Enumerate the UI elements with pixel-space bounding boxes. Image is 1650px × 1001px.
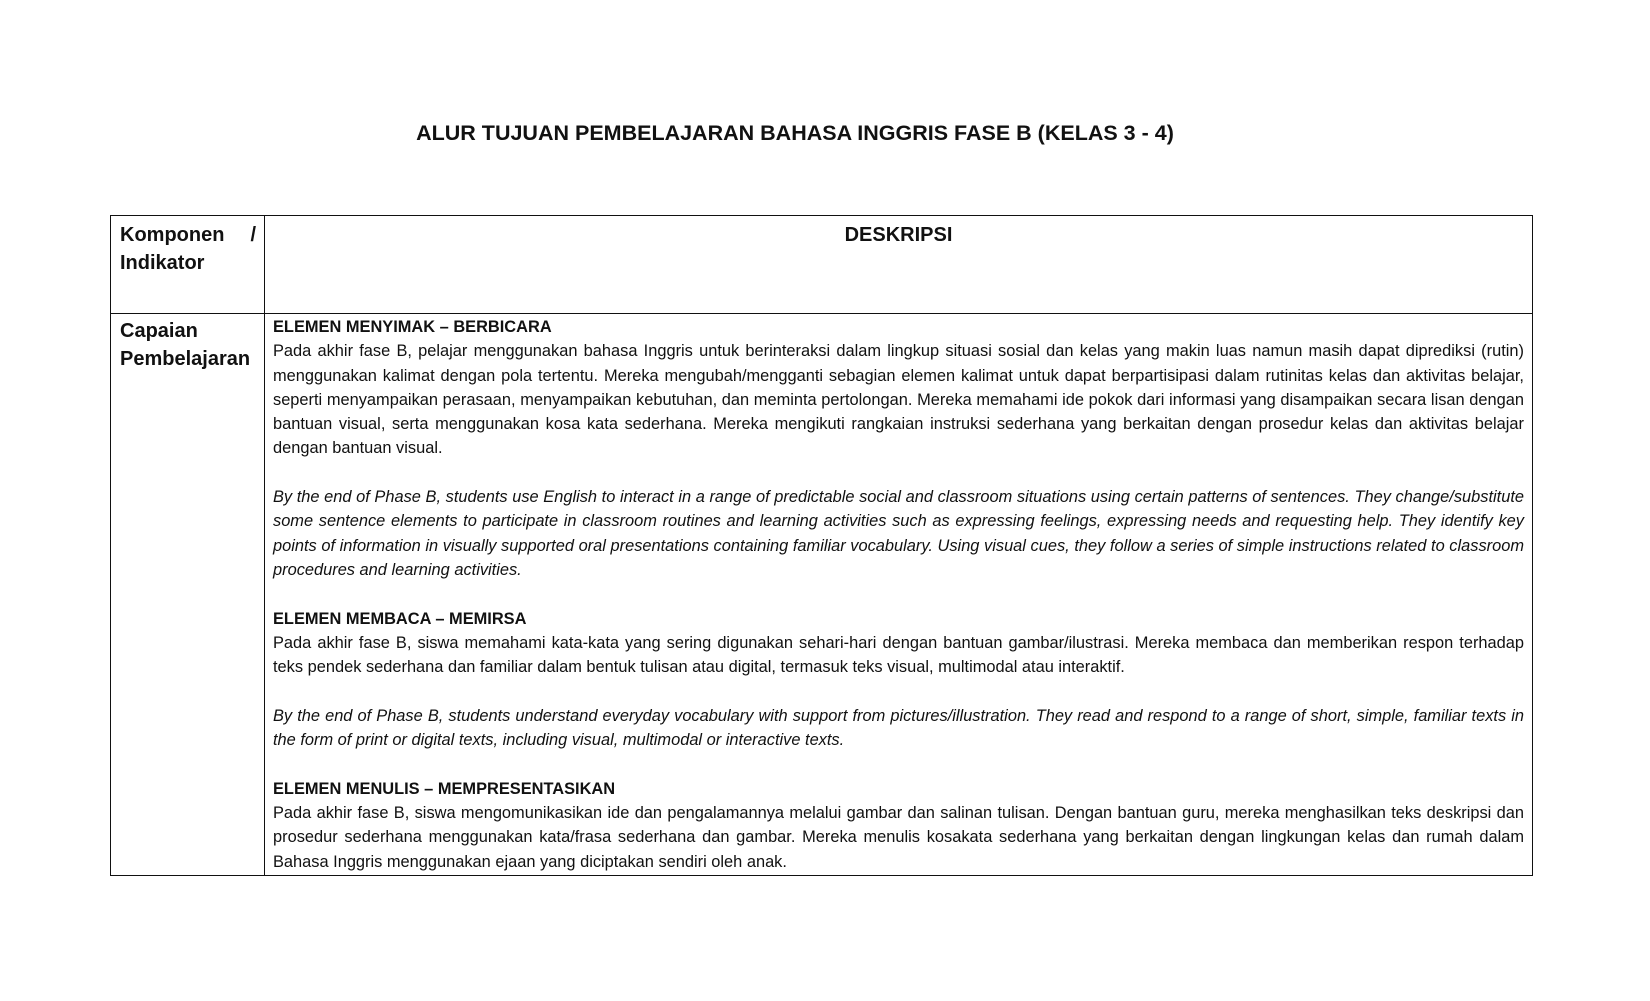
section-heading-membaca: ELEMEN MEMBACA – MEMIRSA <box>273 609 527 628</box>
section-text-menyimak-en: By the end of Phase B, students use English to interact in a range of predictable social and classroom situations using certain patterns of sentences. They change/substitute some sentence elements to participate in classroom routines and learning activities such as expressing feelings, expressing needs and requesting help. They identify key points of information in visually supported oral presentations containing familiar vocabulary. Using visual cues, they follow a series of simple instructions related to classroom procedures and learning activities. <box>273 488 1524 579</box>
row-label-line1: Capaian <box>120 320 198 342</box>
row-label-line2: Pembelajaran <box>120 348 251 370</box>
header-komponen-label: Komponen <box>120 224 225 246</box>
section-text-membaca-en: By the end of Phase B, students understand everyday vocabulary with support from pictures/illustration. They read and respond to a range of short, simple, familiar texts in the form of print or digital texts, including visual, multimodal or interactive texts. <box>273 706 1524 750</box>
header-komponen-indikator <box>111 216 265 314</box>
section-text-membaca-id: Pada akhir fase B, siswa memahami kata-kata yang sering digunakan sehari-hari dengan bantuan gambar/ilustrasi. Mereka membaca dan memberikan respon terhadap teks pendek sederhana dan familiar dalam bentuk tulisan atau digital, termasuk teks visual, multimodal atau interaktif. <box>273 633 1524 677</box>
row-label-capaian-pembelajaran <box>111 314 265 876</box>
row-description <box>265 314 1533 876</box>
header-slash: / <box>250 224 256 246</box>
section-text-menulis-id: Pada akhir fase B, siswa mengomunikasikan ide dan pengalamannya melalui gambar dan salinan tulisan. Dengan bantuan guru, mereka menghasilkan teks deskripsi dan prosedur sederhana menggunakan kata/frasa sederhana dan gambar. Mereka menulis kosakata sederhana yang berkaitan dengan lingkungan kelas dan rumah dalam Bahasa Inggris menggunakan ejaan yang diciptakan sendiri oleh anak. <box>273 803 1524 871</box>
section-heading-menyimak: ELEMEN MENYIMAK – BERBICARA <box>273 318 552 336</box>
table-header-row <box>111 216 1533 314</box>
section-heading-menulis: ELEMEN MENULIS – MEMPRESENTASIKAN <box>273 779 616 798</box>
header-indikator-label: Indikator <box>120 252 205 274</box>
document-title: ALUR TUJUAN PEMBELAJARAN BAHASA INGGRIS FASE B (KELAS 3 - 4) <box>416 121 1174 145</box>
alur-table <box>110 215 1533 876</box>
table-row-capaian <box>111 314 1533 876</box>
header-deskripsi: DESKRIPSI <box>265 216 1533 314</box>
section-text-menyimak-id: Pada akhir fase B, pelajar menggunakan bahasa Inggris untuk berinteraksi dalam lingkup situasi sosial dan kelas yang makin luas namun masih dapat diprediksi (rutin) menggunakan kalimat dengan pola tertentu. Mereka mengubah/mengganti sebagian elemen kalimat untuk dapat berpartisipasi dalam rutinitas kelas dan aktivitas belajar, seperti menyampaikan perasaan, menyampaikan kebutuhan, dan meminta pertolongan. Mereka memahami ide pokok dari informasi yang disampaikan secara lisan dengan bantuan visual, serta menggunakan kosa kata sederhana. Mereka mengikuti rangkaian instruksi sederhana yang berkaitan dengan prosedur kelas dan aktivitas belajar dengan bantuan visual. <box>273 342 1524 458</box>
